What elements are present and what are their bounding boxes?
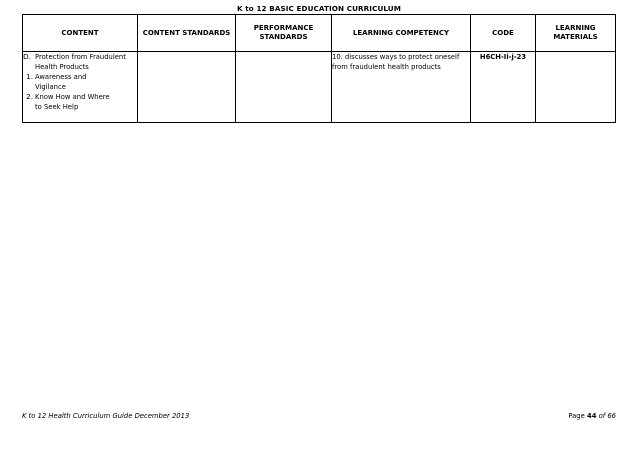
footer-page-indicator (568, 412, 616, 420)
footer-page-total: of 66 (598, 412, 616, 420)
header-performance-standards-line2: STANDARDS (259, 33, 308, 41)
content-cell (23, 52, 138, 123)
content-standards-cell (138, 52, 236, 123)
competency-line1: 10. discusses ways to protect oneself (332, 53, 460, 61)
header-code: CODE (471, 15, 536, 52)
header-performance-standards-line1: PERFORMANCE (253, 24, 314, 32)
sub-item-text (35, 92, 110, 112)
table-header-row (23, 15, 616, 52)
sub-item-line1: Awareness and (35, 73, 87, 81)
curriculum-table (22, 14, 616, 123)
footer-page-number: 44 (586, 412, 597, 420)
learning-materials-cell (536, 52, 616, 123)
header-content-standards: CONTENT STANDARDS (138, 15, 236, 52)
header-performance-standards (236, 15, 332, 52)
performance-standards-cell (236, 52, 332, 123)
sub-item-line1: Know How and Where (35, 93, 110, 101)
sub-item-line2: Vigilance (35, 83, 66, 91)
content-title-line2: Health Products (35, 63, 89, 71)
list-item (23, 92, 137, 112)
sub-item-line2: to Seek Help (35, 103, 79, 111)
sub-item-text (35, 72, 86, 92)
content-title (35, 52, 126, 72)
header-learning-materials-line2: MATERIALS (553, 33, 598, 41)
document-title: K to 12 BASIC EDUCATION CURRICULUM (237, 4, 401, 13)
header-learning-competency: LEARNING COMPETENCY (332, 15, 471, 52)
learning-competency-cell (332, 52, 471, 123)
content-title-line1: Protection from Fraudulent (35, 53, 126, 61)
header-learning-materials (536, 15, 616, 52)
code-cell: H6CH-Ii-j-23 (471, 52, 536, 123)
header-learning-materials-line1: LEARNING (555, 24, 596, 32)
footer-guide-title: K to 12 Health Curriculum Guide December 2013 (22, 412, 190, 420)
competency-line2: from fraudulent health products (332, 63, 441, 71)
table-row (23, 52, 616, 123)
list-item (23, 72, 137, 92)
footer-page-label: Page (568, 412, 585, 420)
content-letter: D. (23, 52, 32, 61)
content-sub-list (23, 72, 137, 112)
sub-item-number: 1. (26, 72, 34, 81)
sub-item-number: 2. (26, 92, 34, 101)
content-heading (23, 52, 137, 72)
header-content: CONTENT (23, 15, 138, 52)
